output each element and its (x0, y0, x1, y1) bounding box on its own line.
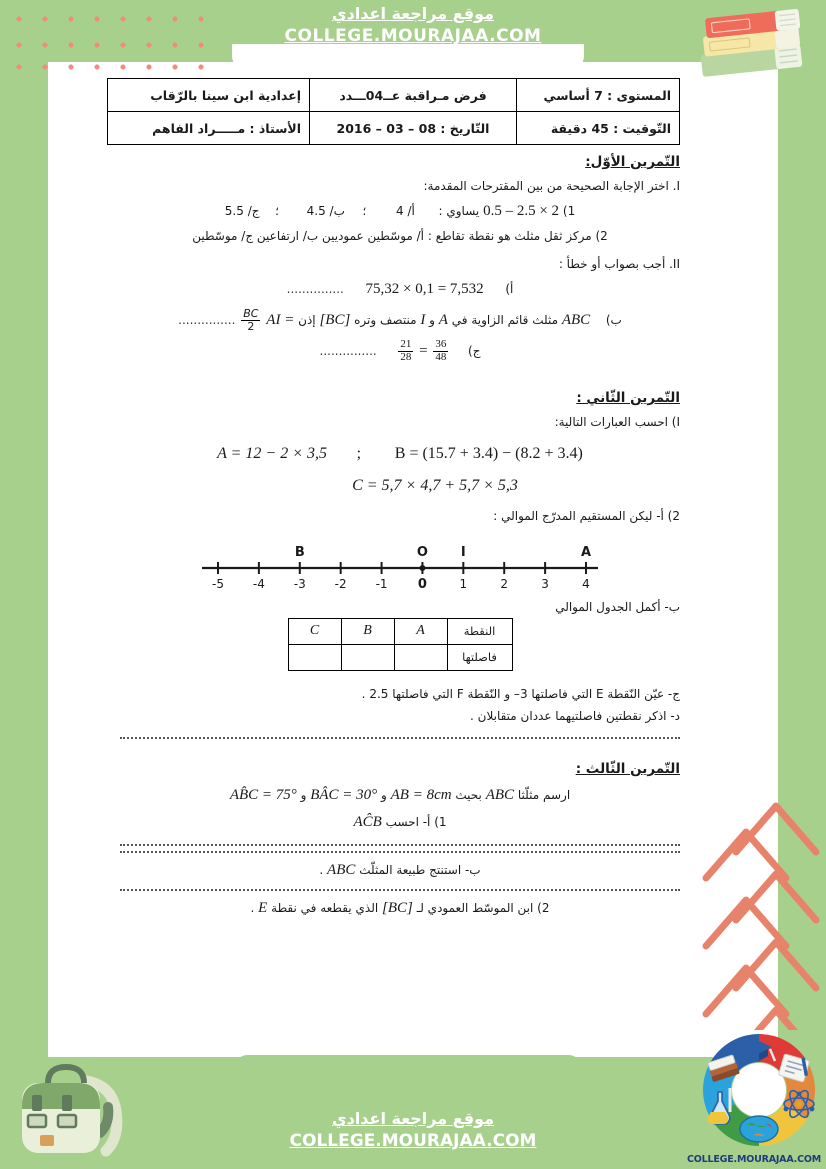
exercise1-title: التّمرين الأوّل: (585, 154, 680, 170)
exercise1-c-blank: ............... (319, 344, 377, 359)
exercise1-c-right-numerator: 36 (435, 338, 447, 351)
exercise1-q1-text: يساوي : (438, 203, 480, 218)
exercise3-q2-period: . (250, 900, 255, 915)
exercise1-b-blank: ............... (178, 313, 236, 328)
exercise3-q2 (120, 897, 680, 920)
number-line-point-B: B (294, 544, 305, 560)
exercise2-expression-a: A = 12 − 2 × 3,5 (217, 444, 328, 462)
exercise1-a-blank: ............... (286, 282, 344, 297)
exercise3-statement-draw: ارسم مثلّثا (517, 788, 571, 802)
document-body (120, 78, 680, 924)
decor-footer-tab (232, 1055, 584, 1107)
exercise1-q1 (120, 200, 680, 223)
exercise2-question-d: د- اذكر نقطتين فاصلتيهما عددان متقابلان . (470, 709, 680, 724)
exercise1-part1-label: I. اختر الإجابة الصحيحة من بين المقترحات المقدمة: (423, 179, 680, 193)
exercise1-q1-option-c: ج/ 5.5 (224, 203, 260, 218)
abscissa-table (288, 618, 513, 671)
abscissa-value-c[interactable] (288, 644, 341, 670)
number-line-point-O: O (416, 544, 428, 560)
abscissa-point-a: A (394, 618, 447, 644)
exercise1-b-fraction-numerator: BC (243, 307, 259, 321)
exercise3-q1-label: 1) أ- احسب (385, 815, 447, 830)
number-line-tick-label: -3 (293, 576, 306, 591)
exercise3-q1 (120, 811, 680, 834)
exercise3-statement-and-1: و (381, 788, 387, 802)
exercise2-expression-separator: ; (356, 444, 362, 462)
answer-line[interactable] (120, 850, 680, 853)
exercise1-b-text-3: منتصف وتره (354, 313, 417, 328)
decor-green-left-band (0, 0, 48, 1169)
number-line-tick-label: 4 (582, 576, 590, 591)
chevron-decoration-icon (690, 770, 826, 1030)
exercise1-q1-expr: 0.5 – 2.5 × 2 (483, 202, 560, 219)
exercise1-b-ai: AI = (266, 312, 295, 329)
number-line-tick-label: 1 (459, 576, 468, 591)
exercise2-expressions-row1 (120, 442, 680, 467)
exercise3-title: التّمرين الثّالث : (575, 761, 680, 777)
exercise1-b-text-4: إذن (298, 313, 316, 328)
exercise2-q1-label: I) احسب العبارات التالية: (554, 415, 680, 430)
exercise3-statement-angle-bac: BÂC = 30° (310, 787, 378, 803)
abscissa-table-header-point: النقطة (447, 618, 512, 644)
number-line-tick-label: 3 (541, 576, 549, 591)
exam-info-table (107, 78, 680, 145)
table-row (108, 79, 680, 112)
number-line-tick-label: -2 (334, 576, 347, 591)
exercise3-statement-angle-abc: AB̂C = 75° (229, 787, 297, 803)
site-footer-url: COLLEGE.MOURAJAA.COM (289, 1131, 537, 1151)
exercise1-statement-c (120, 339, 680, 364)
exercise3-question-b (120, 859, 680, 882)
exercise3-q2-text-1: 2) ابن الموسّط العمودي لـ (416, 900, 550, 915)
exercise2-expression-b: B = (15.7 + 3.4) − (8.2 + 3.4) (394, 444, 583, 462)
exercise3-q2-text-2: الذي يقطعه في نقطة (271, 900, 379, 915)
info-duration: التّوقيت : 45 دقيقة (517, 112, 680, 145)
exercise3-question-b-text: ب- استنتج طبيعة المثلّث (359, 862, 481, 877)
exercise2-title: التّمرين الثّاني : (576, 390, 680, 407)
exercise3-q1-expression: AĈB (353, 814, 382, 831)
exercise1-b-vertex-a: A (438, 312, 448, 329)
exercise1-c-fraction-right (433, 339, 448, 364)
site-header-arabic: موقع مراجعة اعدادي (331, 4, 495, 23)
exercise3-statement (120, 784, 680, 807)
exercise3-q2-point-e: E (258, 899, 268, 916)
exercise3-statement-ab: AB = 8cm (390, 787, 452, 803)
exercise1-q2: 2) مركز ثقل مثلث هو نقطة تقاطع : أ/ موسّطين عموديين ب/ ارتفاعين ج/ موسّطين (192, 228, 608, 243)
exercise2-q2-label: 2) أ- ليكن المستقيم المدرّج الموالي : (493, 509, 680, 524)
site-header-url: COLLEGE.MOURAJAA.COM (284, 26, 542, 46)
exercise3-q2-segment-bc: [BC] (382, 899, 413, 916)
number-line-figure (120, 536, 680, 592)
exercise1-b-fraction-denominator: 2 (247, 320, 255, 334)
number-line-tick-label: -4 (252, 576, 265, 591)
info-date: التّاريخ : 08 – 03 – 2016 (310, 112, 517, 145)
exercise2-expressions-row2 (120, 474, 680, 499)
exercise1-b-point-i: I (420, 312, 426, 329)
exercise3-statement-and-2: و (300, 788, 307, 802)
exercise1-c-fraction-left (398, 339, 413, 364)
exercise1-q1-prefix: 1) (562, 203, 576, 218)
logo-caption: COLLEGE.MOURAJAA.COM (687, 1154, 821, 1165)
number-line-point-A: A (580, 544, 592, 560)
number-line-tick-label: -5 (212, 576, 224, 591)
exercise1-b-triangle: ABC (561, 312, 591, 329)
exercise1-c-equation (396, 339, 450, 364)
exercise1-c-equals: = (419, 343, 428, 360)
exercise1-b-fraction (241, 308, 260, 333)
books-stack-icon (678, 2, 820, 90)
abscissa-table-header-value: فاصلتها (447, 644, 512, 670)
exercise1-q1-option-b: ب/ 4.5 (306, 203, 345, 218)
number-line-origin-dot (419, 565, 425, 571)
abscissa-point-b: B (341, 618, 394, 644)
site-footer-arabic: موقع مراجعة اعدادي (331, 1109, 495, 1128)
exercise1-c-letter: ج) (468, 344, 481, 359)
exercise1-a-expr: 75,32 × 0,1 = 7,532 (365, 281, 484, 298)
exercise1-b-letter: ب) (605, 313, 622, 328)
exercise1-b-text-1: مثلث قائم الزاوية في (451, 313, 558, 328)
table-row (108, 112, 680, 145)
exercise3-statement-triangle: ABC (485, 787, 515, 803)
table-row (288, 618, 512, 644)
number-line-point-I: I (460, 544, 466, 560)
exercise1-statement-b (120, 305, 680, 335)
number-line-tick-label: -1 (375, 576, 388, 591)
exercise3-question-b-period: . (319, 862, 324, 877)
exercise1-q1-sep-1: ؛ (362, 203, 367, 218)
abscissa-value-b[interactable] (341, 644, 394, 670)
answer-line[interactable] (120, 888, 680, 891)
exercise1-q1-option-a: أ/ 4 (396, 203, 415, 218)
exercise1-b-text-2: و (429, 313, 435, 328)
exercise1-a-letter: أ) (505, 282, 514, 297)
exercise2-table-caption: ب- أكمل الجدول الموالي (555, 599, 680, 614)
exercise2-question-c: ج- عيّن النّقطة E التي فاصلتها 3– و النّقطة F التي فاصلتها 2.5 . (361, 686, 680, 701)
site-footer (0, 1109, 826, 1151)
exercise1-c-right-denominator: 48 (435, 351, 447, 364)
answer-line[interactable] (120, 843, 680, 846)
exercise2-expression-c: C = 5,7 × 4,7 + 5,7 × 5,3 (352, 477, 518, 495)
exercise1-c-left-denominator: 28 (400, 351, 412, 364)
info-teacher: الأستاذ : مـــــراد الفاهم (108, 112, 310, 145)
exercise3-statement-such: بحيث (455, 788, 482, 802)
exercise1-c-left-numerator: 21 (400, 338, 412, 351)
number-line-tick-label: 2 (500, 576, 509, 591)
number-line-tick-label: 0 (417, 576, 427, 592)
table-row (288, 644, 512, 670)
exercise3-question-b-triangle: ABC (327, 861, 356, 878)
exercise1-part2-label: II. أجب بصواب أو خطأ : (558, 257, 680, 272)
exercise1-q1-sep-2: ؛ (275, 203, 279, 218)
info-school: إعدادية ابن سينا بالرّقاب (108, 79, 310, 112)
abscissa-point-c: C (288, 618, 341, 644)
exercise1-statement-a (120, 278, 680, 301)
abscissa-value-a[interactable] (394, 644, 447, 670)
info-exam: فرض مـراقبة عــ04ـــدد (310, 79, 517, 112)
answer-line[interactable] (120, 736, 680, 739)
exercise1-b-segment-bc: [BC] (319, 312, 351, 329)
info-level: المستوى : 7 أساسي (517, 79, 680, 112)
decor-title-notch (232, 44, 584, 70)
number-line-svg (200, 536, 600, 592)
